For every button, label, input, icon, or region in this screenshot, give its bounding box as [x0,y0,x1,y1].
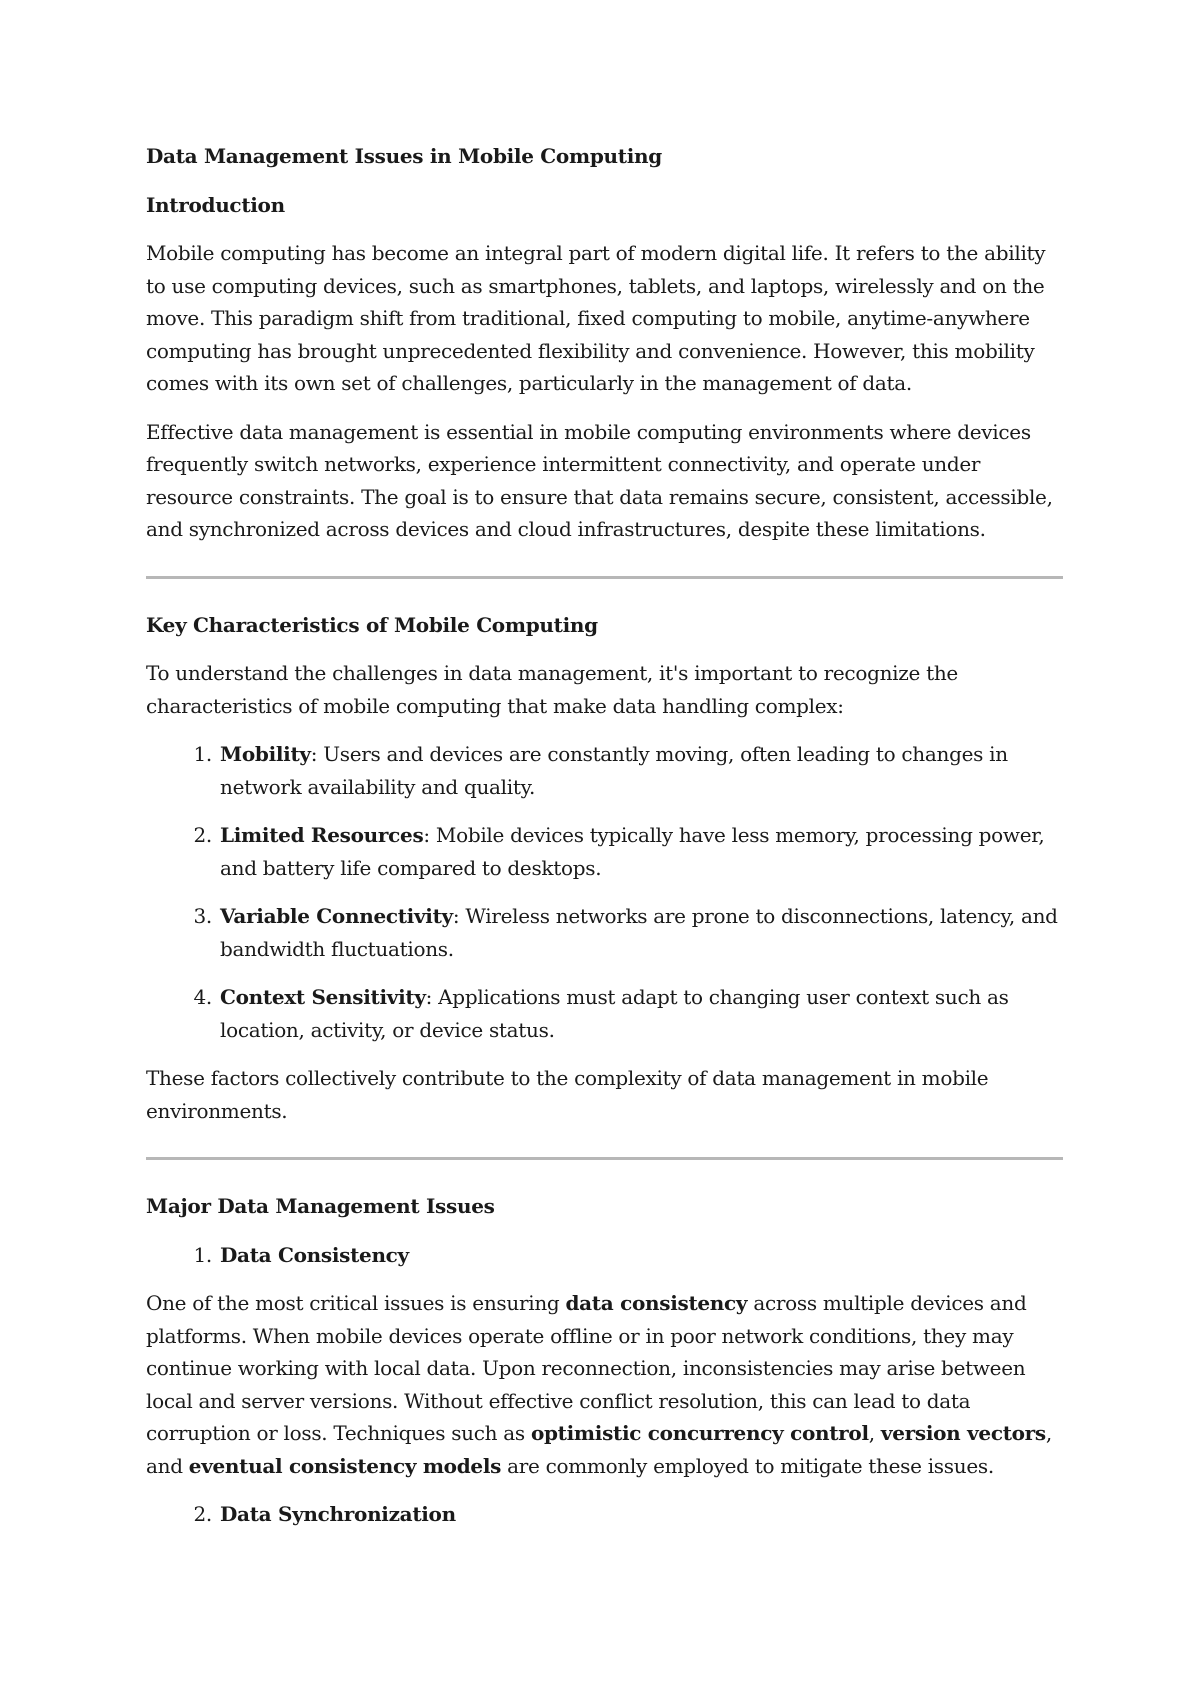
list-item [218,819,1061,884]
list-item-term: Context Sensitivity [220,985,426,1009]
issue-title-data-synchronization: Data Synchronization [220,1502,456,1526]
issue-consistency-body [146,1287,1061,1482]
issues-list-continued [146,1498,1061,1531]
intro-paragraph-1: Mobile computing has become an integral part of modern digital life. It refers to the ability to use computing devices, such as smartphones, tablets, and laptops, wirelessly and on the move. This paradigm shift from traditional, fixed computing to mobile, anytime-anywhere computing has brought unprecedented flexibility and convenience. However, this mobility comes with its own set of challenges, particularly in the management of data. [146,241,1046,395]
body-bold-term: data consistency [565,1291,748,1315]
intro-paragraph-2: Effective data management is essential in mobile computing environments where devices frequently switch networks, experience intermittent connectivity, and operate under resource constraints. The goal is to ensure that data remains secure, consistent, accessible, and synchronized across devices and cloud infrastructures, despite these limitations. [146,419,1053,541]
issue-item-title [218,1239,1061,1272]
body-text: One of the most critical issues is ensuring [146,1291,566,1315]
list-item-desc: : Mobile devices typically have less memory, processing power, and battery life compared to desktops. [220,823,1045,880]
body-text: are commonly employed to mitigate these issues. [501,1453,994,1478]
list-item-desc: : Users and devices are constantly moving, often leading to changes in network availability and quality. [220,742,1008,799]
list-item-term: Variable Connectivity [220,904,453,928]
list-item [218,981,1061,1046]
list-item-desc: : Wireless networks are prone to disconnections, latency, and bandwidth fluctuations. [220,904,1058,961]
list-item-term: Limited Resources [220,823,424,847]
issues-list [146,1239,1061,1272]
issues-heading: Major Data Management Issues [146,1194,495,1218]
section-divider [146,1157,1063,1160]
intro-heading: Introduction [146,192,285,217]
list-item-term: Mobility [220,742,311,766]
characteristics-list [146,738,1061,1046]
list-item [218,738,1061,803]
document-title: Data Management Issues in Mobile Computing [146,144,662,168]
list-item [218,900,1061,965]
body-text: , [868,1421,881,1445]
document-page [146,140,1061,1547]
characteristics-closing: These factors collectively contribute to the complexity of data management in mobile environments. [146,1066,989,1123]
body-text: across multiple devices and platforms. When mobile devices operate offline or in poor network conditions, they may continue working with local data. Upon reconnection, inconsistencies may arise between local and server versions. Without effective conflict resolution, this can lead to data corruption or loss. Techniques such as [146,1291,1027,1445]
issue-title-data-consistency: Data Consistency [220,1242,409,1267]
characteristics-lead: To understand the challenges in data management, it's important to recognize the characteristics of mobile computing that make data handling complex: [146,661,958,718]
body-text: , and [146,1421,1052,1478]
issue-item-title [218,1498,1061,1531]
section-divider [146,576,1063,579]
characteristics-heading: Key Characteristics of Mobile Computing [146,612,598,637]
body-bold-term: optimistic concurrency control [530,1421,869,1445]
list-item-desc: : Applications must adapt to changing user context such as location, activity, or device status. [220,985,1009,1042]
body-bold-term: version vectors [880,1421,1046,1445]
body-bold-term: eventual consistency models [188,1453,502,1478]
